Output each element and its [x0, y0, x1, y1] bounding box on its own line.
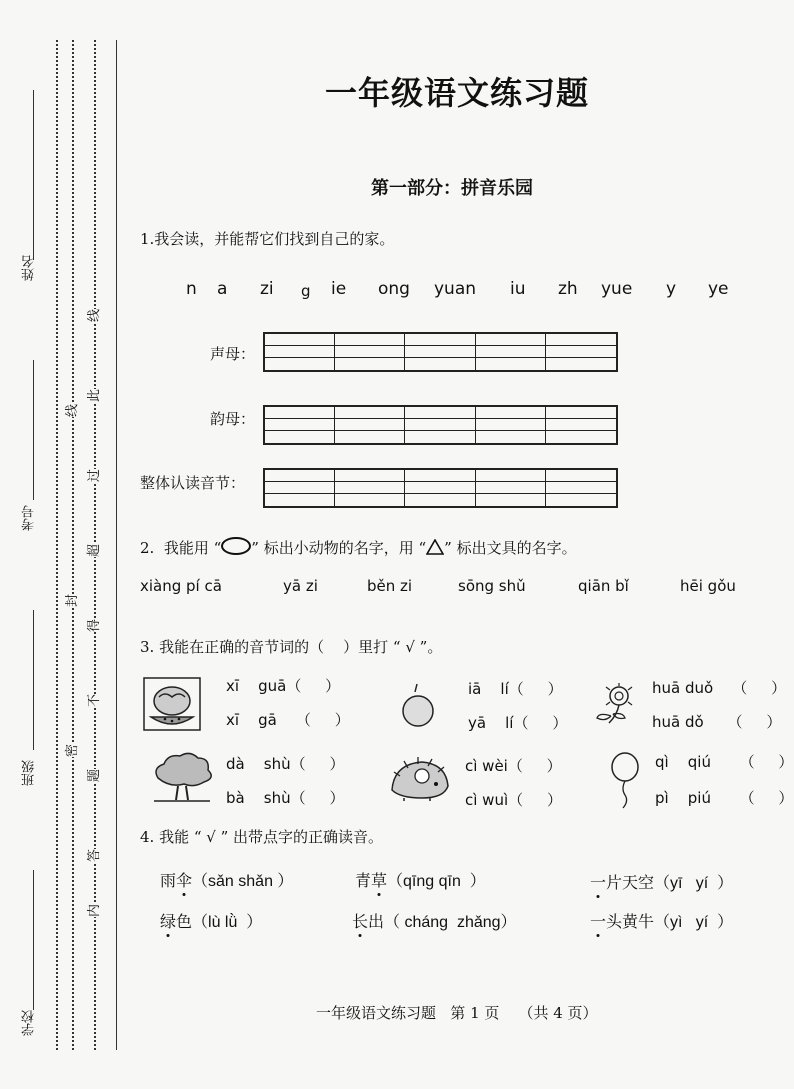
seal-char: 密	[60, 744, 81, 757]
ellipse-symbol-icon	[221, 537, 251, 555]
q4-item-prefix: 雨	[160, 871, 177, 890]
syllable: g	[301, 282, 311, 300]
watermelon-icon	[143, 677, 201, 731]
seal-char: 题	[82, 769, 103, 782]
q4-item-options: （sǎn shǎn ）	[192, 873, 294, 890]
q4-item[interactable]	[590, 870, 733, 893]
balloon-icon	[608, 752, 642, 810]
dotted-character: 长	[352, 909, 368, 932]
syllable: zi	[260, 279, 274, 299]
q4-item-options: （qīng qīn ）	[387, 873, 486, 890]
exam-number-line	[33, 360, 34, 500]
name-line	[33, 90, 34, 260]
school-line	[33, 870, 34, 1010]
option-choice[interactable]: cì wuì（ ）	[465, 791, 562, 809]
seal-char: 不	[82, 694, 103, 707]
seal-char: 线	[60, 404, 81, 417]
option-choice[interactable]: yā lí（ ）	[468, 714, 568, 732]
q4-item-options: 色（lù lǜ ）	[176, 914, 263, 931]
initials-writing-grid[interactable]	[263, 332, 618, 372]
tree-icon	[150, 752, 214, 804]
pinyin-word[interactable]: běn zi	[367, 577, 413, 595]
syllable: yuan	[434, 279, 477, 299]
syllable: n	[186, 279, 197, 299]
exam-number-label: 考号	[22, 505, 37, 531]
seal-char: 封	[60, 594, 81, 607]
q4-item[interactable]	[590, 909, 733, 932]
q4-item-options: 出（ cháng zhǎng）	[368, 914, 517, 931]
option-choice[interactable]: iā lí（ ）	[468, 680, 563, 698]
q4-item[interactable]	[160, 868, 293, 891]
option-choice[interactable]: xī gā （ ）	[226, 711, 350, 729]
school-label: 学校	[22, 1010, 37, 1036]
pinyin-word[interactable]: hēi gǒu	[680, 577, 736, 595]
pinyin-word[interactable]: yā zi	[283, 577, 318, 595]
initials-label: 声母：	[210, 345, 256, 363]
seal-char: 超	[82, 544, 103, 557]
dotted-character: 草	[371, 868, 387, 891]
q4-item-options: 片天空（yī yí ）	[606, 875, 734, 892]
question-2-text-b: ” 标出小动物的名字，用 “	[251, 539, 427, 557]
syllable: ie	[331, 279, 347, 299]
question-2-text-a: 2. 我能用 “	[140, 539, 222, 557]
syllable: ong	[378, 279, 410, 299]
q4-item[interactable]	[160, 909, 262, 932]
hedgehog-icon	[386, 756, 452, 802]
whole-syllables-label: 整体认读音节：	[140, 474, 246, 492]
syllable: yue	[601, 279, 633, 299]
option-choice[interactable]: huā dǒ （ ）	[652, 713, 782, 731]
option-choice[interactable]: bà shù（ ）	[226, 789, 345, 807]
option-choice[interactable]: qì qiú （ ）	[655, 753, 794, 771]
name-label: 姓名	[22, 255, 37, 281]
triangle-symbol-icon	[426, 539, 444, 555]
syllable: zh	[558, 279, 578, 299]
section-title: 第一部分：拼音乐园	[371, 178, 533, 199]
seal-char: 答	[82, 849, 103, 862]
dotted-character: 伞	[176, 868, 192, 891]
seal-char: 内	[82, 904, 103, 917]
whole-syllables-writing-grid[interactable]	[263, 468, 618, 508]
syllable: iu	[510, 279, 526, 299]
pinyin-word[interactable]: xiàng pí cā	[140, 577, 222, 595]
seal-char: 此	[82, 389, 103, 402]
option-choice[interactable]: huā duǒ （ ）	[652, 679, 787, 697]
class-label: 班级	[22, 760, 37, 786]
option-choice[interactable]: pì piú （ ）	[655, 789, 794, 807]
dotted-character: 绿	[160, 909, 176, 932]
seal-char: 过	[82, 469, 103, 482]
page-footer: 一年级语文练习题 第 1 页 （共 4 页）	[316, 1004, 598, 1022]
option-choice[interactable]: xī guā（ ）	[226, 677, 341, 695]
finals-label: 韵母：	[210, 410, 256, 428]
option-choice[interactable]: dà shù（ ）	[226, 755, 345, 773]
option-choice[interactable]: cì wèi（ ）	[465, 757, 562, 775]
q4-item[interactable]	[355, 868, 486, 891]
finals-writing-grid[interactable]	[263, 405, 618, 445]
q4-item[interactable]	[352, 909, 517, 932]
syllable: ye	[708, 279, 729, 299]
q4-item-prefix: 青	[355, 871, 372, 890]
page-title: 一年级语文练习题	[324, 74, 589, 112]
question-2-text-c: ” 标出文具的名字。	[444, 539, 577, 557]
pinyin-word[interactable]: qiān bǐ	[578, 577, 629, 595]
question-4: 4. 我能 “ √ ” 出带点字的正确读音。	[140, 828, 384, 846]
q4-item-options: 头黄牛（yì yí ）	[606, 914, 734, 931]
dotted-character: 一	[590, 870, 606, 893]
syllable: y	[666, 279, 677, 299]
flower-icon	[593, 682, 641, 728]
question-1: 1.我会读，并能帮它们找到自己的家。	[140, 230, 395, 248]
pear-icon	[400, 682, 436, 728]
seal-char: 线	[82, 309, 103, 322]
syllable: a	[217, 279, 228, 299]
dotted-character: 一	[590, 909, 606, 932]
class-line	[33, 610, 34, 750]
seal-char: 得	[82, 619, 103, 632]
pinyin-word[interactable]: sōng shǔ	[458, 577, 526, 595]
question-2	[140, 537, 577, 558]
question-3: 3. 我能在正确的音节词的（ ）里打 “ √ ”。	[140, 638, 443, 656]
